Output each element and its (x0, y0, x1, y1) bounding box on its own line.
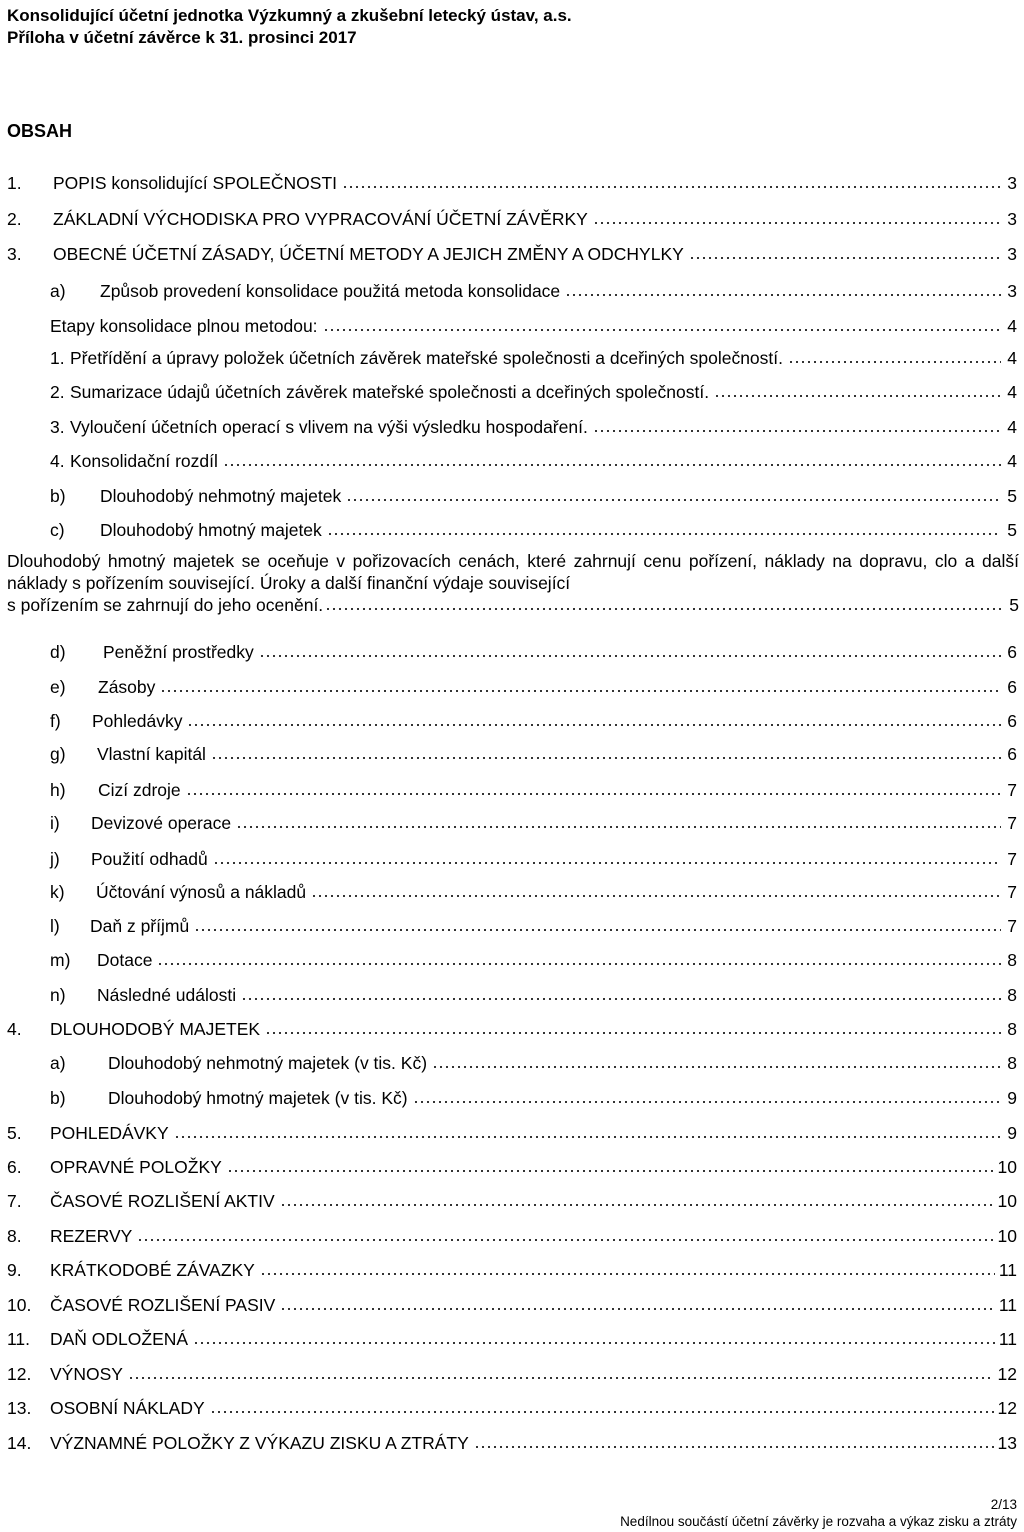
toc-entry-page: 6 (1007, 744, 1017, 764)
toc-entry[interactable] (50, 984, 1017, 1006)
toc-entry-page: 7 (1007, 849, 1017, 869)
toc-entry[interactable] (50, 915, 1017, 937)
toc-entry-label: Následné události (97, 985, 237, 1005)
dot-leader (346, 486, 1001, 502)
toc-entry[interactable] (50, 743, 1017, 765)
toc-entry[interactable] (50, 1052, 1017, 1074)
toc-entry-page: 4 (1007, 316, 1017, 336)
toc-entry[interactable] (7, 208, 1017, 230)
dot-leader (593, 417, 1001, 433)
toc-entry-number: d) (50, 642, 66, 662)
toc-entry-number: 12. (7, 1364, 32, 1384)
toc-entry-label: DAŇ ODLOŽENÁ (50, 1329, 189, 1349)
toc-entry-number: m) (50, 950, 71, 970)
toc-entry-page: 8 (1007, 1019, 1017, 1039)
toc-entry[interactable] (50, 280, 1017, 302)
toc-entry-label: Etapy konsolidace plnou metodou: (50, 316, 318, 336)
toc-entry[interactable] (7, 1190, 1017, 1212)
toc-entry-page: 7 (1007, 916, 1017, 936)
toc-entry-page: 9 (1007, 1123, 1017, 1143)
toc-entry[interactable] (50, 1087, 1017, 1109)
toc-entry[interactable] (7, 1432, 1017, 1454)
toc-entry-label: ČASOVÉ ROZLIŠENÍ AKTIV (50, 1191, 275, 1211)
dot-leader (413, 1088, 1001, 1104)
dot-leader (432, 1053, 1001, 1069)
toc-entry-label: Dlouhodobý nehmotný majetek (v tis. Kč) (108, 1053, 428, 1073)
toc-entry-number: 4. (7, 1019, 22, 1039)
toc-entry-number: b) (50, 1088, 66, 1108)
toc-entry-number: 2. (50, 382, 65, 402)
description-paragraph-last-line[interactable] (7, 594, 1019, 616)
toc-entry-number: a) (50, 281, 66, 301)
toc-entry[interactable] (50, 949, 1017, 971)
toc-entry-label: Zásoby (98, 677, 156, 697)
toc-entry-label: OSOBNÍ NÁKLADY (50, 1398, 205, 1418)
toc-entry-number: l) (50, 916, 60, 936)
dot-leader (311, 882, 1001, 898)
toc-entry[interactable] (7, 1363, 1017, 1385)
toc-entry-page: 13 (997, 1433, 1017, 1453)
toc-entry[interactable] (50, 812, 1017, 834)
header-line-1: Konsolidující účetní jednotka Výzkumný a zkušební letecký ústav, a.s. (7, 6, 572, 25)
dot-leader (227, 1157, 994, 1173)
toc-entry-label: OBECNÉ ÚČETNÍ ZÁSADY, ÚČETNÍ METODY A JEJICH ZMĚNY A ODCHYLKY (53, 244, 684, 264)
toc-entry-number: 9. (7, 1260, 22, 1280)
dot-leader (174, 1123, 1001, 1139)
toc-entry-number: 13. (7, 1398, 32, 1418)
toc-entry-page: 8 (1007, 950, 1017, 970)
toc-entry-label: Účtování výnosů a nákladů (96, 882, 307, 902)
toc-entry-page: 8 (1007, 985, 1017, 1005)
toc-entry[interactable] (7, 1122, 1017, 1144)
toc-entry-number: e) (50, 677, 66, 697)
toc-entry-label: REZERVY (50, 1226, 133, 1246)
dot-leader (213, 849, 1001, 865)
dot-leader (241, 985, 1001, 1001)
toc-entry-page: 5 (1007, 486, 1017, 506)
toc-entry-number: 2. (7, 209, 22, 229)
document-header (7, 5, 572, 49)
toc-entry-page: 12 (997, 1398, 1017, 1418)
toc-entry[interactable] (7, 172, 1017, 194)
toc-entry-label: Konsolidační rozdíl (70, 451, 218, 471)
toc-entry-number: 11. (7, 1329, 31, 1349)
toc-entry-label: Dlouhodobý hmotný majetek (v tis. Kč) (108, 1088, 408, 1108)
toc-entry-number: 6. (7, 1157, 22, 1177)
dot-leader (327, 520, 1001, 536)
toc-entry-number: 7. (7, 1191, 22, 1211)
toc-entry-number: 1. (50, 348, 65, 368)
toc-entry-page: 4 (1007, 417, 1017, 437)
toc-entry-page: 11 (998, 1260, 1017, 1280)
toc-entry-label: Použití odhadů (91, 849, 208, 869)
toc-entry-page: 6 (1007, 677, 1017, 697)
toc-entry-label: Daň z příjmů (90, 916, 190, 936)
toc-entry-page: 3 (1007, 173, 1017, 193)
toc-entry-number: 4. (50, 451, 65, 471)
toc-entry-page: 6 (1007, 711, 1017, 731)
toc-entry[interactable] (7, 1018, 1017, 1040)
dot-leader (593, 209, 1001, 225)
dot-leader (236, 813, 1001, 829)
dot-leader (186, 780, 1001, 796)
dot-leader (260, 1260, 995, 1276)
dot-leader (259, 642, 1001, 658)
paragraph-last-line-text: s pořízením se zahrnují do jeho ocenění. (7, 595, 324, 615)
toc-entry-page: 11 (998, 1295, 1017, 1315)
dot-leader (565, 281, 1001, 297)
dot-leader (323, 316, 1001, 332)
toc-entry-page: 3 (1007, 209, 1017, 229)
toc-entry-page: 8 (1007, 1053, 1017, 1073)
toc-entry-number: 5. (7, 1123, 22, 1143)
toc-entry-label: VÝZNAMNÉ POLOŽKY Z VÝKAZU ZISKU A ZTRÁTY (50, 1433, 469, 1453)
toc-entry[interactable] (50, 416, 1017, 438)
toc-entry[interactable] (50, 676, 1017, 698)
dot-leader (160, 677, 1001, 693)
dot-leader (157, 950, 1001, 966)
toc-entry-page: 4 (1007, 451, 1017, 471)
toc-entry-label: DLOUHODOBÝ MAJETEK (50, 1019, 261, 1039)
toc-entry[interactable] (50, 710, 1017, 732)
toc-entry-page: 4 (1007, 348, 1017, 368)
dot-leader (325, 595, 1005, 611)
toc-entry[interactable] (50, 779, 1017, 801)
toc-entry-page: 10 (997, 1157, 1017, 1177)
toc-entry-number: j) (50, 849, 60, 869)
dot-leader (265, 1019, 1001, 1035)
dot-leader (223, 451, 1001, 467)
toc-entry-label: Dlouhodobý nehmotný majetek (100, 486, 342, 506)
toc-entry-page: 6 (1007, 642, 1017, 662)
page-number: 2/13 (990, 1497, 1017, 1512)
toc-entry-number: f) (50, 711, 61, 731)
dot-leader (342, 173, 1001, 189)
toc-entry-label: Dotace (97, 950, 153, 970)
dot-leader (211, 744, 1001, 760)
toc-entry-label: POHLEDÁVKY (50, 1123, 169, 1143)
dot-leader (280, 1191, 994, 1207)
toc-entry-number: 14. (7, 1433, 32, 1453)
toc-entry[interactable] (7, 1397, 1017, 1419)
toc-entry-label: ZÁKLADNÍ VÝCHODISKA PRO VYPRACOVÁNÍ ÚČETNÍ ZÁVĚRKY (53, 209, 588, 229)
dot-leader (280, 1295, 995, 1311)
toc-entry-number: i) (50, 813, 60, 833)
toc-entry-page: 3 (1007, 244, 1017, 264)
toc-entry-label: Cizí zdroje (98, 780, 181, 800)
toc-entry[interactable] (50, 381, 1017, 403)
toc-entry-page: 9 (1007, 1088, 1017, 1108)
toc-entry[interactable] (7, 1225, 1017, 1247)
toc-entry-page: 7 (1007, 813, 1017, 833)
toc-entry-label: Peněžní prostředky (103, 642, 254, 662)
toc-entry-number: n) (50, 985, 66, 1005)
toc-entry[interactable] (7, 1294, 1017, 1316)
toc-entry-page: 7 (1007, 780, 1017, 800)
toc-entry-page: 4 (1007, 382, 1017, 402)
toc-entry-page: 5 (1007, 520, 1017, 540)
toc-entry-number: 10. (7, 1295, 32, 1315)
dot-leader (193, 1329, 995, 1345)
toc-entry[interactable] (50, 641, 1017, 663)
toc-entry-number: k) (50, 882, 65, 902)
toc-entry-number: h) (50, 780, 66, 800)
toc-entry-label: Způsob provedení konsolidace použitá metoda konsolidace (100, 281, 561, 301)
toc-entry-label: VÝNOSY (50, 1364, 123, 1384)
toc-entry-label: Vlastní kapitál (97, 744, 206, 764)
toc-entry-label: Přetřídění a úpravy položek účetních závěrek mateřské společnosti a dceřiných společností. (70, 348, 784, 368)
dot-leader (194, 916, 1001, 932)
toc-entry[interactable] (50, 848, 1017, 870)
toc-entry-label: Sumarizace údajů účetních závěrek mateřské společnosti a dceřiných společností. (70, 382, 710, 402)
toc-entry-label: KRÁTKODOBÉ ZÁVAZKY (50, 1260, 255, 1280)
toc-entry-label: Vyloučení účetních operací s vlivem na výši výsledku hospodaření. (70, 417, 588, 437)
toc-entry-number: c) (50, 520, 65, 540)
toc-entry-label: Dlouhodobý hmotný majetek (100, 520, 322, 540)
dot-leader (474, 1433, 994, 1449)
toc-entry[interactable] (7, 1328, 1017, 1350)
toc-entry[interactable] (50, 519, 1017, 541)
toc-entry-number: 3. (50, 417, 65, 437)
toc-entry-number: a) (50, 1053, 66, 1073)
toc-entry[interactable] (50, 881, 1017, 903)
toc-entry-number: 3. (7, 244, 22, 264)
toc-entry-page: 7 (1007, 882, 1017, 902)
toc-entry-label: POPIS konsolidující SPOLEČNOSTI (53, 173, 337, 193)
toc-entry[interactable] (7, 1259, 1017, 1281)
page-footer (620, 1496, 1017, 1530)
toc-entry-page: 3 (1007, 281, 1017, 301)
toc-entry-page: 12 (997, 1364, 1017, 1384)
toc-entry-label: Devizové operace (91, 813, 232, 833)
dot-leader (137, 1226, 993, 1242)
toc-entry[interactable] (7, 1156, 1017, 1178)
toc-entry-number: 8. (7, 1226, 22, 1246)
description-paragraph: Dlouhodobý hmotný majetek se oceňuje v pořizovacích cenách, které zahrnují cenu pořízení, náklady na dopravu, clo a další náklady s pořízením související. Úroky a další finanční výdaje související (7, 551, 1019, 593)
toc-entry-page: 11 (998, 1329, 1017, 1349)
toc-entry[interactable] (50, 450, 1017, 472)
toc-entry-number: b) (50, 486, 66, 506)
toc-entry-page: 10 (997, 1191, 1017, 1211)
toc-entry[interactable] (50, 315, 1017, 337)
toc-entry-number: 1. (7, 173, 22, 193)
footer-note: Nedílnou součástí účetní závěrky je rozvaha a výkaz zisku a ztráty (620, 1514, 1017, 1529)
toc-entry-number: g) (50, 744, 66, 764)
dot-leader (689, 244, 1001, 260)
toc-entry-label: ČASOVÉ ROZLIŠENÍ PASIV (50, 1295, 276, 1315)
toc-entry-label: OPRAVNÉ POLOŽKY (50, 1157, 222, 1177)
dot-leader (187, 711, 1001, 727)
toc-entry[interactable] (7, 243, 1017, 265)
toc-entry[interactable] (50, 347, 1017, 369)
dot-leader (128, 1364, 994, 1380)
dot-leader (210, 1398, 994, 1414)
header-line-2: Příloha v účetní závěrce k 31. prosinci 2017 (7, 28, 357, 47)
dot-leader (714, 382, 1001, 398)
toc-entry-page: 10 (997, 1226, 1017, 1246)
dot-leader (788, 348, 1001, 364)
toc-entry[interactable] (50, 485, 1017, 507)
paragraph-page: 5 (1009, 595, 1019, 615)
toc-entry-label: Pohledávky (92, 711, 183, 731)
toc-title: OBSAH (7, 121, 73, 141)
